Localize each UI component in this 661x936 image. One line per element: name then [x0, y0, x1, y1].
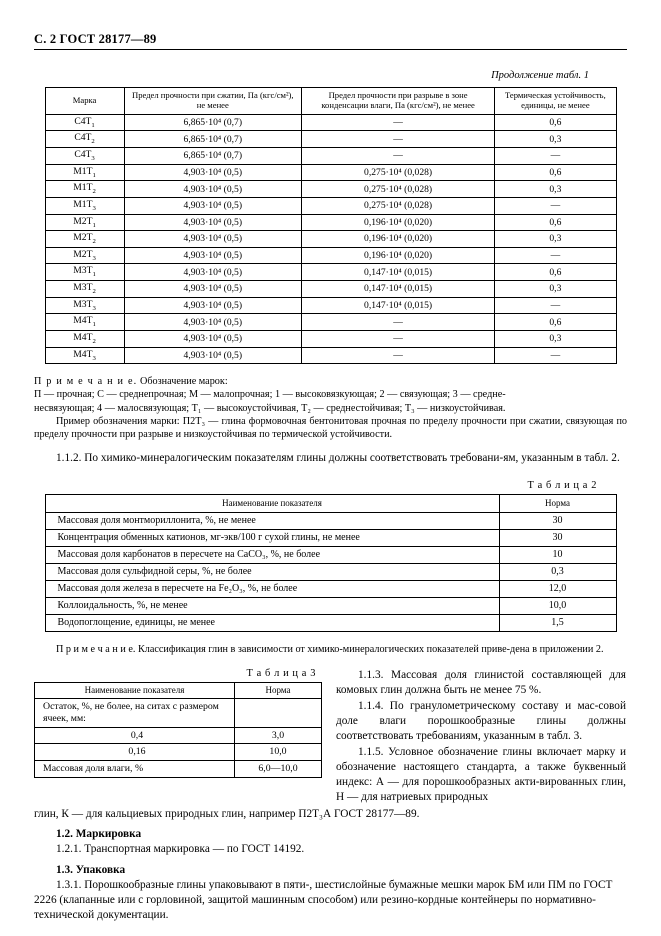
table-2-row [45, 598, 616, 615]
table-1-cell-tensile: — [301, 314, 494, 331]
clause-1-1-2: 1.1.2. По химико-минералогическим показателям глины должны соответствовать требовани-ям, указанным в табл. 2. [56, 452, 620, 465]
table-1-cell-tensile: — [301, 114, 494, 131]
table-1-cell-mark: $М3Т_1$ [45, 264, 124, 281]
table-1-cell-tensile: — [301, 131, 494, 148]
table-3-row [35, 727, 322, 744]
table-1-cell-thermal: 0,3 [495, 330, 616, 347]
table-1-cell-thermal: 0,6 [495, 164, 616, 181]
table-2-row [45, 513, 616, 530]
note-example-title: Пример обозначения марки: [56, 415, 180, 427]
table-1-row [45, 314, 616, 331]
clause-1-1-3: 1.1.3. Массовая доля глинистой составляющей для комовых глин должна быть не менее 75 %. [336, 669, 626, 697]
table-1-cell-thermal: — [495, 297, 616, 314]
table-1-cell-mark: $М4Т_3$ [45, 347, 124, 364]
table-1-cell-mark: $М2Т_3$ [45, 247, 124, 264]
table-2-col-norm: Норма [499, 495, 616, 513]
table-1-row [45, 197, 616, 214]
table-1-cell-compression: 4,903·10⁴ (0,5) [124, 181, 301, 198]
table-3-cell-norm: 6,0—10,0 [235, 761, 322, 778]
section-1-3: 1.3. Упаковка [56, 863, 126, 876]
table-1-cell-thermal: 0,3 [495, 281, 616, 298]
note-text: Обозначение марок: [139, 376, 228, 388]
table-1-cell-thermal: — [495, 197, 616, 214]
table-3-col-name: Наименование показателя [35, 683, 235, 699]
table-1-cell-compression: 4,903·10⁴ (0,5) [124, 214, 301, 231]
table-1-cell-compression: 4,903·10⁴ (0,5) [124, 314, 301, 331]
table-1 [45, 87, 617, 364]
table-1-cell-mark: $М1Т_2$ [45, 181, 124, 198]
table-3-header-row [35, 683, 322, 699]
table1-continuation-label: Продолжение табл. 1 [491, 70, 589, 81]
table-1-cell-compression: 6,865·10⁴ (0,7) [124, 131, 301, 148]
table-1-row [45, 297, 616, 314]
table-1-cell-thermal: 0,3 [495, 231, 616, 248]
table-1-cell-tensile: 0,275·10⁴ (0,028) [301, 197, 494, 214]
table-1-row [45, 247, 616, 264]
table-2-cell-norm: 30 [499, 513, 616, 530]
table-1-cell-mark: $С4Т_2$ [45, 131, 124, 148]
table-2-cell-norm: 0,3 [499, 564, 616, 581]
table-3-body [35, 699, 322, 778]
clause-1-1-4: 1.1.4. По гранулометрическому составу и мас-совой доле влаги порошкообразные глины должны соответствовать требованиям, указанным в табл. 3. [336, 700, 626, 743]
table-2-row [45, 547, 616, 564]
table-1-cell-compression: 4,903·10⁴ (0,5) [124, 197, 301, 214]
table-1-cell-tensile: 0,196·10⁴ (0,020) [301, 231, 494, 248]
table-1-cell-compression: 4,903·10⁴ (0,5) [124, 297, 301, 314]
table-2-cell-norm: 10 [499, 547, 616, 564]
table-1-cell-tensile: — [301, 347, 494, 364]
table-1-col-compression: Предел прочности при сжатии, Па (кгс/см²), не менее [124, 88, 301, 115]
table-3-label: Т а б л и ц а 3 [246, 668, 316, 680]
table-3-cell-norm [235, 699, 322, 728]
table-2-cell-name: Массовая доля монтмориллонита, %, не менее [45, 513, 499, 530]
table-1-col-tensile: Предел прочности при разрыве в зоне конденсации влаги, Па (кгс/см²), не менее [301, 88, 494, 115]
table-1-cell-compression: 4,903·10⁴ (0,5) [124, 247, 301, 264]
table-1-cell-thermal: 0,6 [495, 264, 616, 281]
table-2-row [45, 581, 616, 598]
note-title: П р и м е ч а н и е. [34, 376, 138, 388]
note-example-text: П2Т₃ — глина формовочная бентонитовая прочная по пределу прочности при сжатии, связующая по пределу прочности при разрыве и низкоустойчивая по термической устойчивости. [34, 415, 628, 441]
table-1-row [45, 231, 616, 248]
tail-line: глин, К — для кальциевых природных глин, например П2Т₃А ГОСТ 28177—89. [34, 808, 420, 821]
table-2-col-name: Наименование показателя [45, 495, 499, 513]
table-2-cell-name: Концентрация обменных катионов, мг-экв/100 г сухой глины, не менее [45, 530, 499, 547]
table-1-cell-thermal: 0,3 [495, 131, 616, 148]
table-1-cell-compression: 4,903·10⁴ (0,5) [124, 330, 301, 347]
clause-1-3-1: 1.3.1. Порошкообразные глины упаковывают в пяти-, шестислойные бумажные мешки марок БМ или ПМ по ГОСТ 2226 (клапанные или с горловиной, защитой машинным способом) или резино-кордные контейнеры по нормативно-технической документации. [34, 878, 613, 921]
table-2-cell-name: Массовая доля железа в пересчете на Fe₂O₃, %, не более [45, 581, 499, 598]
table-1-row [45, 181, 616, 198]
right-column [336, 668, 626, 806]
table2-note [34, 643, 627, 656]
table-2-body [45, 513, 616, 632]
table-1-cell-thermal: — [495, 247, 616, 264]
table-3-cell-name: Остаток, %, не более, на ситах с размером ячеек, мм: [35, 699, 235, 728]
table-1-cell-tensile: 0,275·10⁴ (0,028) [301, 164, 494, 181]
table-2-row [45, 615, 616, 632]
clause-1-1-5: 1.1.5. Условное обозначение глины включает марку и обозначение настоящего стандарта, а также буквенный индекс: А — для порошкообразных акти-вированных глин, Н — для натриевых природных [336, 746, 626, 804]
table-2-row [45, 530, 616, 547]
table-3-cell-name: 0,4 [35, 727, 235, 744]
table-1-row [45, 148, 616, 165]
table-1-cell-tensile: — [301, 330, 494, 347]
table-2-cell-norm: 10,0 [499, 598, 616, 615]
table-1-row [45, 164, 616, 181]
note-line-2: несвязующая; 4 — малосвязующая; Т₁ — высокоустойчивая, Т₂ — среднестойчивая; Т₃ — низкоустойчивая. [34, 402, 506, 414]
table-1-col-mark: Марка [45, 88, 124, 115]
table-3-cell-name: Массовая доля влаги, % [35, 761, 235, 778]
table-2-cell-norm: 30 [499, 530, 616, 547]
table-1-cell-compression: 6,865·10⁴ (0,7) [124, 114, 301, 131]
table-1-cell-tensile: 0,275·10⁴ (0,028) [301, 181, 494, 198]
table-1-cell-compression: 4,903·10⁴ (0,5) [124, 231, 301, 248]
table-2-header-row [45, 495, 616, 513]
left-column [34, 668, 322, 778]
table-1-cell-mark: $М2Т_1$ [45, 214, 124, 231]
table-2-cell-norm: 1,5 [499, 615, 616, 632]
table-1-cell-compression: 4,903·10⁴ (0,5) [124, 164, 301, 181]
note-2-text: П р и м е ч а н и е. Классификация глин в зависимости от химико-минералогических показателей приве-дена в приложении 2. [56, 644, 604, 656]
table-1-cell-mark: $М4Т_2$ [45, 330, 124, 347]
section-1-2: 1.2. Маркировка [56, 828, 142, 841]
table-3-row [35, 699, 322, 728]
table-3-row [35, 761, 322, 778]
table-3-col-norm: Норма [235, 683, 322, 699]
table-1-cell-compression: 4,903·10⁴ (0,5) [124, 347, 301, 364]
page-header: С. 2 ГОСТ 28177—89 [34, 32, 157, 46]
table-1-cell-mark: $М4Т_1$ [45, 314, 124, 331]
table-2-row [45, 564, 616, 581]
note-line-1: П — прочная; С — среднепрочная; М — малопрочная; 1 — высоковязкующая; 2 — связующая; 3 — средне- [34, 389, 506, 401]
table-2-label: Т а б л и ц а 2 [527, 480, 597, 492]
table-1-cell-thermal: 0,6 [495, 214, 616, 231]
table-3-cell-name: 0,16 [35, 744, 235, 761]
table-3-cell-norm: 3,0 [235, 727, 322, 744]
table-1-row [45, 214, 616, 231]
table-2-cell-norm: 12,0 [499, 581, 616, 598]
table-1-row [45, 347, 616, 364]
table-1-cell-mark: $М3Т_3$ [45, 297, 124, 314]
table-1-row [45, 114, 616, 131]
table-1-body [45, 114, 616, 363]
table-3-row [35, 744, 322, 761]
header-rule [34, 49, 627, 50]
page-content [34, 32, 627, 923]
table-1-cell-tensile: 0,147·10⁴ (0,015) [301, 281, 494, 298]
table-2 [45, 494, 617, 632]
table-1-cell-tensile: 0,196·10⁴ (0,020) [301, 247, 494, 264]
table-1-cell-thermal: 0,3 [495, 181, 616, 198]
table-1-col-thermal: Термическая устойчивость, единицы, не менее [495, 88, 616, 115]
table-1-cell-thermal: — [495, 148, 616, 165]
table-1-row [45, 131, 616, 148]
table-2-cell-name: Коллоидальность, %, не менее [45, 598, 499, 615]
table-1-cell-mark: $М3Т_2$ [45, 281, 124, 298]
table-1-cell-tensile: 0,147·10⁴ (0,015) [301, 297, 494, 314]
table-2-cell-name: Массовая доля карбонатов в пересчете на CaCO₃, %, не более [45, 547, 499, 564]
table-1-cell-mark: $С4Т_3$ [45, 148, 124, 165]
table-1-cell-tensile: — [301, 148, 494, 165]
table-2-cell-name: Массовая доля сульфидной серы, %, не более [45, 564, 499, 581]
table-1-cell-thermal: 0,6 [495, 114, 616, 131]
table-1-cell-tensile: 0,147·10⁴ (0,015) [301, 264, 494, 281]
table-1-row [45, 281, 616, 298]
table-3 [34, 682, 322, 778]
table-1-header-row [45, 88, 616, 115]
table-1-row [45, 330, 616, 347]
table-1-cell-mark: $М1Т_1$ [45, 164, 124, 181]
table-1-cell-compression: 4,903·10⁴ (0,5) [124, 264, 301, 281]
table-1-cell-compression: 6,865·10⁴ (0,7) [124, 148, 301, 165]
table-2-cell-name: Водопоглощение, единицы, не менее [45, 615, 499, 632]
page-sheet [18, 14, 643, 922]
table-1-cell-mark: $М2Т_2$ [45, 231, 124, 248]
table-1-cell-mark: $М1Т_3$ [45, 197, 124, 214]
table-3-cell-norm: 10,0 [235, 744, 322, 761]
table-1-cell-thermal: — [495, 347, 616, 364]
table-1-row [45, 264, 616, 281]
table-1-cell-compression: 4,903·10⁴ (0,5) [124, 281, 301, 298]
table-1-cell-thermal: 0,6 [495, 314, 616, 331]
table-1-cell-mark: $С4Т_1$ [45, 114, 124, 131]
two-column-block [34, 668, 627, 806]
table1-note [34, 375, 627, 441]
table-1-cell-tensile: 0,196·10⁴ (0,020) [301, 214, 494, 231]
clause-1-2-1: 1.2.1. Транспортная маркировка — по ГОСТ 14192. [56, 843, 305, 856]
